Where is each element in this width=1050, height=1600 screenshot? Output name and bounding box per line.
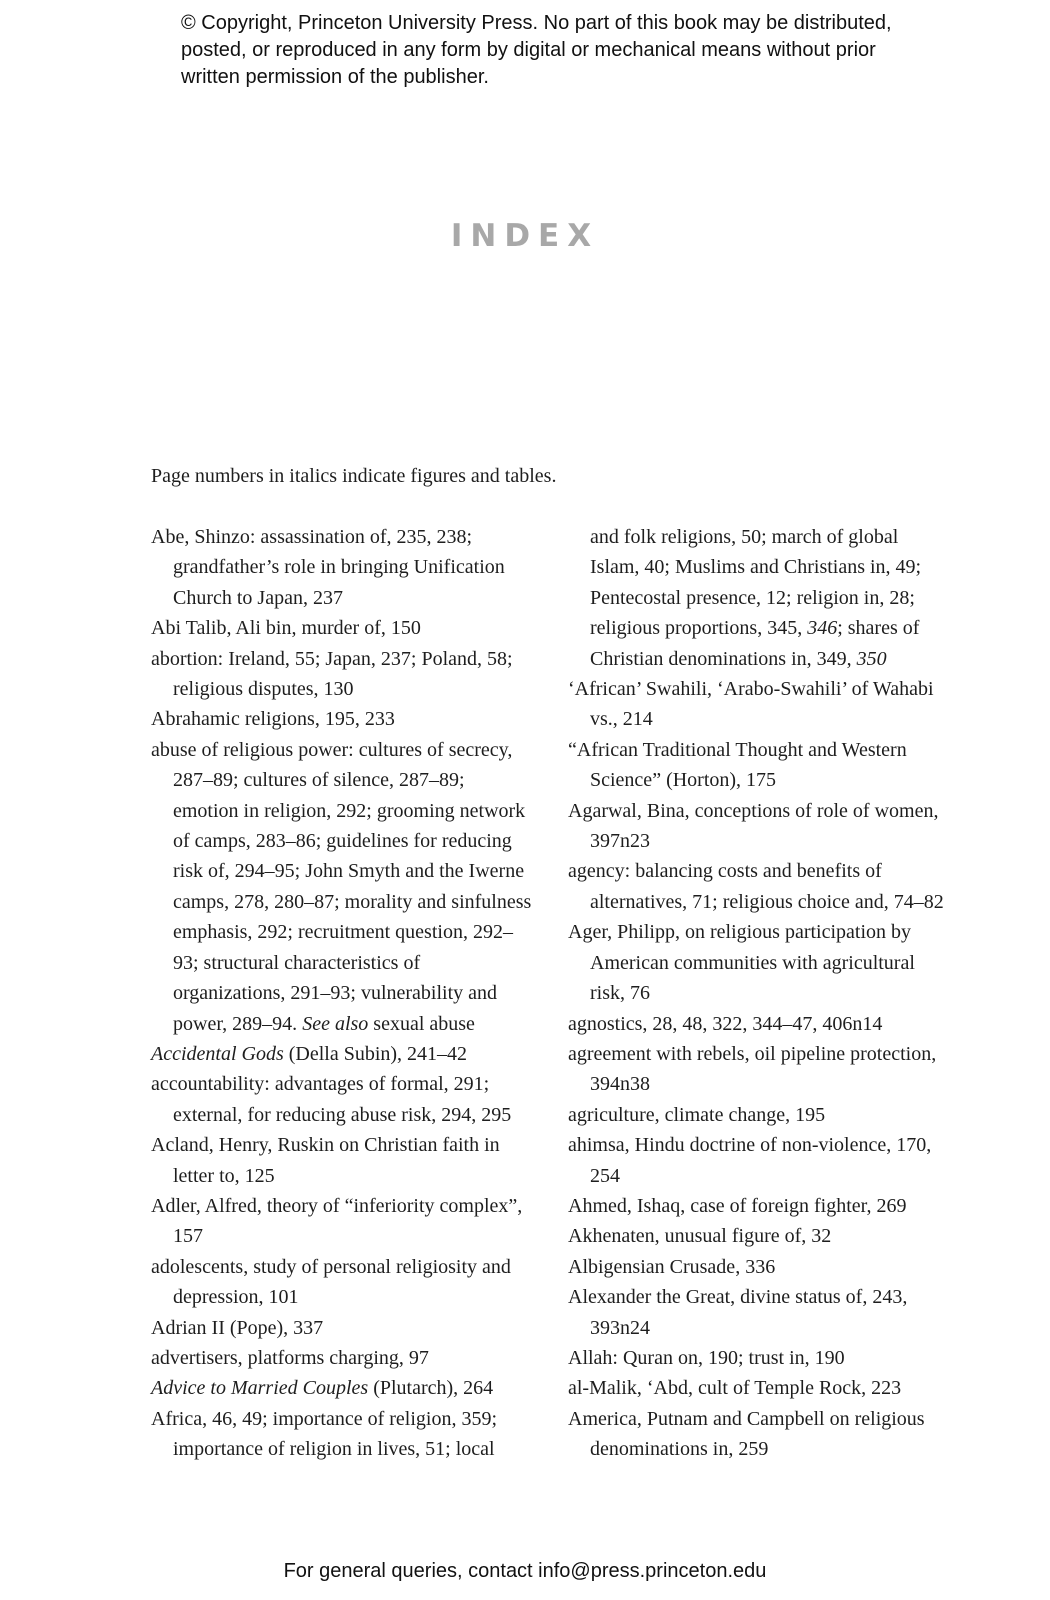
index-entry-continued <box>568 522 948 674</box>
index-entry: accountability: advantages of formal, 291; external, for reducing abuse risk, 294, 295 <box>151 1073 512 1126</box>
figure-page-ref: 350 <box>856 647 887 670</box>
index-entry: Albigensian Crusade, 336 <box>568 1255 776 1278</box>
footer-contact: For general queries, contact info@press.princeton.edu <box>283 1560 767 1582</box>
index-entry <box>151 1373 533 1403</box>
index-entry: agreement with rebels, oil pipeline protection, 394n38 <box>568 1042 937 1096</box>
entry-text: ; shares of Christian denominations in, 349, <box>590 617 920 670</box>
entry-text: and folk religions, 50; march of global Islam, 40; Muslims and Christians in, 49; Pentecostal presence, 12; religion in, 28; religious proportions, 345, <box>590 526 922 640</box>
index-entry: Agarwal, Bina, conceptions of role of women, 397n23 <box>568 799 939 853</box>
index-entry: Alexander the Great, divine status of, 243, 393n24 <box>568 1286 908 1339</box>
index-entry: Abe, Shinzo: assassination of, 235, 238; grandfather’s role in bringing Unification Church to Japan, 237 <box>151 526 505 609</box>
index-note: Page numbers in italics indicate figures and tables. <box>151 465 557 487</box>
index-entry <box>151 1039 533 1069</box>
entry-text: (Plutarch), 264 <box>368 1377 494 1400</box>
index-entry: agriculture, climate change, 195 <box>568 1103 826 1126</box>
entry-text: abuse of religious power: cultures of secrecy, 287–89; cultures of silence, 287–89; emotion in religion, 292; grooming network of camps, 283–86; guidelines for reducing risk of, 294–95; John Smyth and the Iwerne camps, 278, 280–87; morality and sinfulness emphasis, 292; recruitment question, 292–93; structural characteristics of organizations, 291–93; vulnerability and power, 289–94. <box>151 738 532 1035</box>
index-entry: advertisers, platforms charging, 97 <box>151 1346 429 1369</box>
index-entry: Abi Talib, Ali bin, murder of, 150 <box>151 617 421 640</box>
index-entry: adolescents, study of personal religiosity and depression, 101 <box>151 1255 511 1309</box>
book-title: Advice to Married Couples <box>151 1377 369 1400</box>
index-entry: Ahmed, Ishaq, case of foreign fighter, 269 <box>568 1194 907 1217</box>
index-entry <box>151 735 533 1039</box>
index-entry: Adler, Alfred, theory of “inferiority complex”, 157 <box>151 1194 523 1248</box>
index-entry: Abrahamic religions, 195, 233 <box>151 708 395 731</box>
index-entry: Adrian II (Pope), 337 <box>151 1316 324 1339</box>
see-also-reference: See also <box>302 1012 369 1035</box>
entry-text: sexual abuse <box>368 1012 475 1035</box>
index-entry: Africa, 46, 49; importance of religion, 359; importance of religion in lives, 51; local <box>151 1407 498 1461</box>
index-entry: agency: balancing costs and benefits of alternatives, 71; religious choice and, 74–82 <box>568 860 944 913</box>
index-entry: America, Putnam and Campbell on religious denominations in, 259 <box>568 1407 925 1461</box>
index-column-left <box>151 522 533 1465</box>
index-entry: ‘African’ Swahili, ‘Arabo-Swahili’ of Wahabi vs., 214 <box>568 678 934 731</box>
page-title: INDEX <box>450 218 600 254</box>
index-entry: abortion: Ireland, 55; Japan, 237; Poland, 58; religious disputes, 130 <box>151 647 513 701</box>
book-title: Accidental Gods <box>151 1042 284 1065</box>
figure-page-ref: 346 <box>807 617 838 640</box>
index-entry: agnostics, 28, 48, 322, 344–47, 406n14 <box>568 1012 883 1035</box>
index-entry: Allah: Quran on, 190; trust in, 190 <box>568 1346 845 1369</box>
copyright-notice: © Copyright, Princeton University Press. No part of this book may be distributed, posted, or reproduced in any form by digital or mechanical means without prior written permission of the publisher. <box>181 12 892 88</box>
entry-text: (Della Subin), 241–42 <box>283 1042 468 1065</box>
index-column-right <box>568 522 948 1465</box>
index-entry: Ager, Philipp, on religious participation by American communities with agricultural risk, 76 <box>568 921 915 1005</box>
index-entry: al-Malik, ‘Abd, cult of Temple Rock, 223 <box>568 1377 902 1400</box>
index-entry: Acland, Henry, Ruskin on Christian faith in letter to, 125 <box>151 1134 500 1187</box>
index-entry: “African Traditional Thought and Western Science” (Horton), 175 <box>568 738 907 792</box>
index-entry: Akhenaten, unusual figure of, 32 <box>568 1225 832 1248</box>
index-entry: ahimsa, Hindu doctrine of non-violence, 170, 254 <box>568 1134 932 1187</box>
